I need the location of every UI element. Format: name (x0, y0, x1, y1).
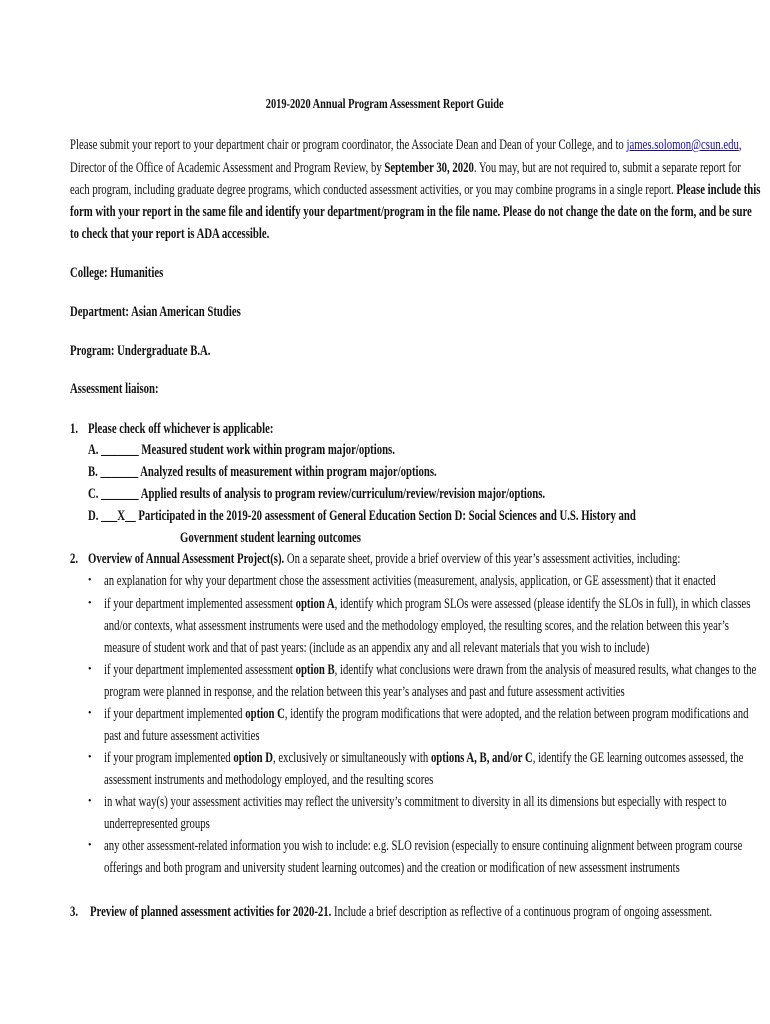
email-link[interactable]: james.solomon@csun.edu (626, 137, 739, 153)
bullet-item-6: in what way(s) your assessment activities may reflect the university’s commitment to diversity in all its dimensions but especially with respect to (104, 794, 727, 810)
option-a-item[interactable]: A. _______ Measured student work within program major/options. (88, 442, 395, 458)
bullet-item-3: if your department implemented assessment option B, identify what conclusions were drawn from the analysis of measured results, what changes to the (104, 662, 757, 678)
department-field: Department: Asian American Studies (70, 304, 241, 320)
intro-line-2: Director of the Office of Academic Assessment and Program Review, by September 30, 2020. You may, but are not required to, submit a separate report for (70, 160, 741, 176)
intro-line-3: each program, including graduate degree programs, which conducted assessment activities, or you may combine programs in a single report. Please include this (70, 182, 761, 198)
intro-line-4: form with your report in the same file and identify your department/program in the file name. Please do not change the date on the form, and be sure (70, 204, 752, 220)
bullet-icon: • (88, 840, 92, 851)
document-title: 2019-2020 Annual Program Assessment Report Guide (266, 97, 504, 112)
assessment-liaison-field: Assessment liaison: (70, 381, 159, 397)
intro-line-5: to check that your report is ADA accessible. (70, 226, 270, 242)
section-3-heading: Preview of planned assessment activities for 2020-21. Include a brief description as reflective of a continuous program of ongoing assessment. (90, 904, 713, 920)
bullet-item-2: if your department implemented assessment option A, identify which program SLOs were assessed (please identify the SLOs in full), in which classes (104, 596, 751, 612)
bullet-icon: • (88, 752, 92, 763)
bullet-item-1: an explanation for why your department chose the assessment activities (measurement, analysis, application, or GE assessment) that it enacted (104, 573, 716, 589)
section-2-heading: Overview of Annual Assessment Project(s). On a separate sheet, provide a brief overview of this year’s assessment activities, including: (88, 551, 681, 567)
option-d-continuation: Government student learning outcomes (180, 530, 361, 546)
bullet-item-7-line-2: offerings and both program and university student learning outcomes) and the creation or modification of new assessment instruments (104, 860, 680, 876)
bullet-item-2-line-2: and/or contexts, what assessment instruments were used and the methodology employed, the resulting scores, and the relation between this year’s (104, 618, 729, 634)
college-field: College: Humanities (70, 265, 164, 281)
bullet-icon: • (88, 575, 92, 586)
bullet-icon: • (88, 796, 92, 807)
option-d-item[interactable]: D. ___X__ Participated in the 2019-20 assessment of General Education Section D: Social Sciences and U.S. History and (88, 508, 636, 524)
bullet-item-6-line-2: underrepresented groups (104, 816, 210, 832)
bullet-icon: • (88, 664, 92, 675)
bullet-icon: • (88, 708, 92, 719)
section-3-number: 3. (70, 904, 79, 920)
bullet-item-4: if your department implemented option C, identify the program modifications that were adopted, and the relation between program modifications and (104, 706, 749, 722)
bullet-item-5: if your program implemented option D, exclusively or simultaneously with options A, B, and/or C, identify the GE learning outcomes assessed, the (104, 750, 744, 766)
option-b-item[interactable]: B. _______ Analyzed results of measurement within program major/options. (88, 464, 437, 480)
due-date: September 30, 2020 (384, 160, 474, 176)
bullet-item-2-line-3: measure of student work and that of past years: (include as an appendix any and all relevant materials that you wish to include) (104, 640, 650, 656)
section-1-heading: Please check off whichever is applicable: (88, 421, 274, 437)
section-2-number: 2. (70, 551, 79, 567)
bullet-item-3-line-2: program were planned in response, and the relation between this year’s analyses and past and future assessment activities (104, 684, 625, 700)
bullet-item-4-line-2: past and future assessment activities (104, 728, 260, 744)
program-field: Program: Undergraduate B.A. (70, 343, 211, 359)
intro-line-1: Please submit your report to your department chair or program coordinator, the Associate Dean and Dean of your College, and to james.solomon@csun.edu, (70, 137, 742, 153)
section-1-number: 1. (70, 421, 79, 437)
bullet-item-5-line-2: assessment instruments and methodology employed, and the resulting scores (104, 772, 434, 788)
bullet-icon: • (88, 598, 92, 609)
bullet-item-7: any other assessment-related information you wish to include: e.g. SLO revision (especially to ensure continuing alignment between program course (104, 838, 743, 854)
option-c-item[interactable]: C. _______ Applied results of analysis to program review/curriculum/review/revision major/options. (88, 486, 546, 502)
